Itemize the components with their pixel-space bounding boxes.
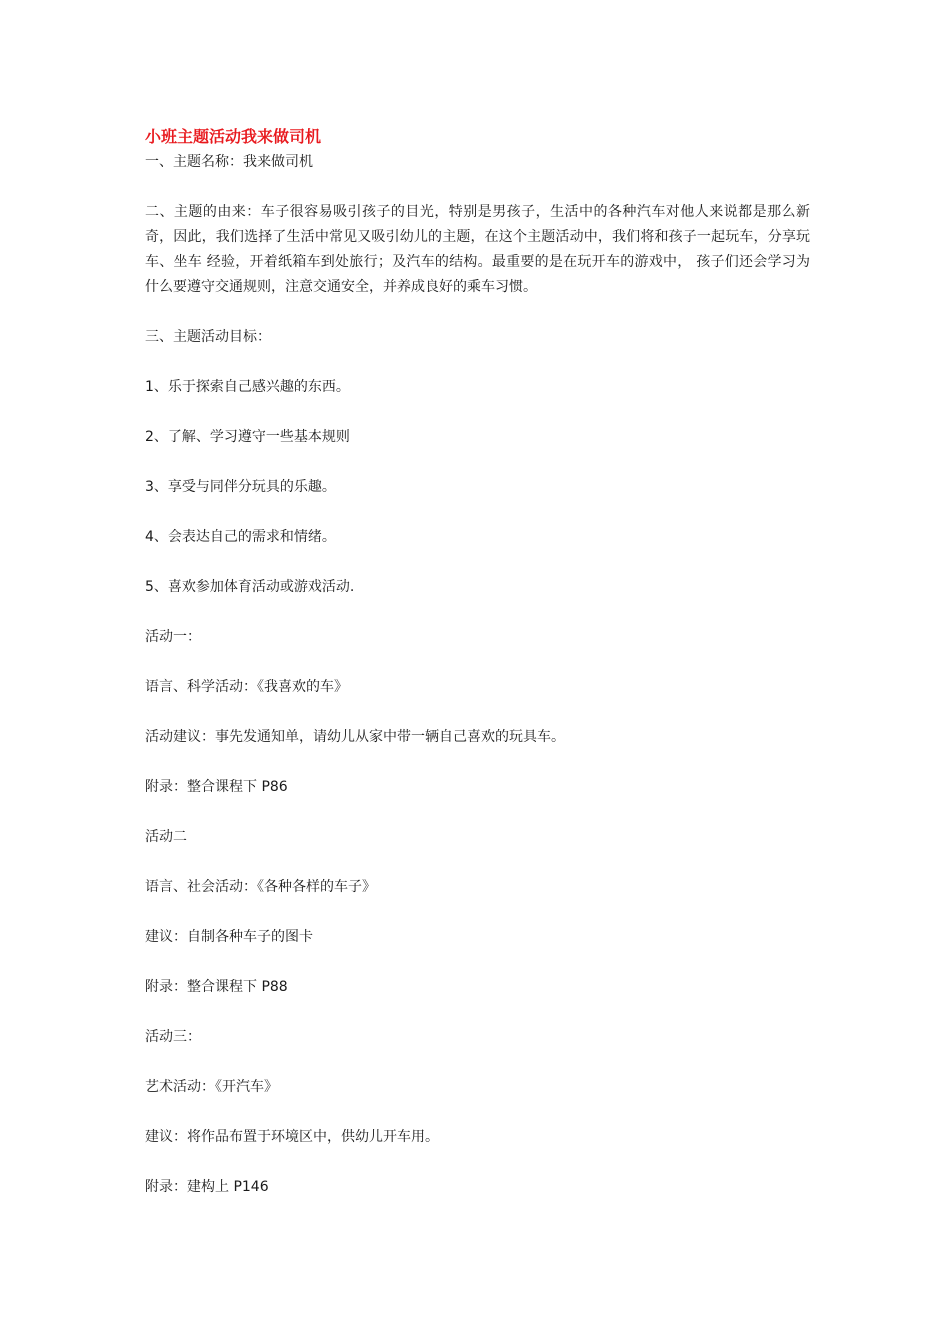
activity-appendix: 附录：整合课程下 P86 [145,779,288,795]
activity-name: 艺术活动：《开汽车》 [145,1079,278,1095]
theme-origin-paragraph: 二、主题的由来：车子很容易吸引孩子的目光，特别是男孩子，生活中的各种汽车对他人来说都是那么新奇，因此，我们选择了生活中常见又吸引幼儿的主题，在这个主题活动中，我们将和孩子一起玩车，分享玩车、坐车 经验，开着纸箱车到处旅行；及汽车的结构。最重要的是在玩开车的游戏中， 孩子们还会学习为什么要遵守交通规则，注意交通安全，并养成良好的乘车习惯。 [145,204,810,295]
goal-item: 4、会表达自己的需求和情绪。 [145,529,336,545]
activity-name: 语言、社会活动：《各种各样的车子》 [145,879,376,895]
activity-name: 语言、科学活动：《我喜欢的车》 [145,679,348,695]
goal-item: 3、享受与同伴分玩具的乐趣。 [145,479,336,495]
activity-heading: 活动一： [145,629,201,645]
document-body [145,124,810,1200]
goal-item: 2、了解、学习遵守一些基本规则 [145,429,350,445]
document-title: 小班主题活动我来做司机 [145,127,322,146]
activity-suggestion: 建议：自制各种车子的图卡 [145,929,313,945]
theme-name: 一、主题名称：我来做司机 [145,154,313,170]
goal-item: 1、乐于探索自己感兴趣的东西。 [145,379,350,395]
goal-item: 5、喜欢参加体育活动或游戏活动. [145,579,355,595]
activity-suggestion: 活动建议：事先发通知单，请幼儿从家中带一辆自己喜欢的玩具车。 [145,729,565,745]
activity-appendix: 附录：建构上 P146 [145,1179,269,1195]
activity-appendix: 附录：整合课程下 P88 [145,979,288,995]
goals-heading: 三、主题活动目标： [145,329,271,345]
activity-heading: 活动三： [145,1029,201,1045]
activity-suggestion: 建议：将作品布置于环境区中，供幼儿开车用。 [145,1129,439,1145]
activity-heading: 活动二 [145,829,187,845]
